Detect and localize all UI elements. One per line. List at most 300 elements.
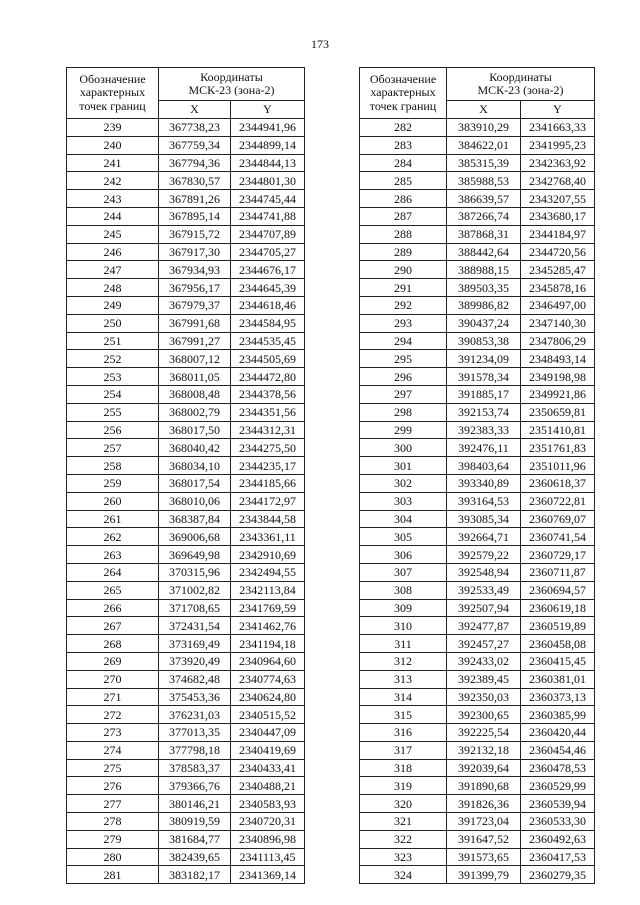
x-coordinate-cell: 390853,38 xyxy=(447,332,521,350)
table-row xyxy=(360,190,595,208)
table-row xyxy=(360,617,595,635)
x-coordinate-cell: 367934,93 xyxy=(159,261,231,279)
x-coordinate-cell: 373169,49 xyxy=(159,635,231,653)
point-number-cell: 266 xyxy=(67,599,159,617)
x-coordinate-cell: 376231,03 xyxy=(159,706,231,724)
point-number-cell: 241 xyxy=(67,154,159,172)
point-number-cell: 316 xyxy=(360,724,447,742)
table-row xyxy=(67,368,305,386)
x-coordinate-cell: 391890,68 xyxy=(447,777,521,795)
y-coordinate-cell: 2360415,45 xyxy=(521,652,595,670)
table-row xyxy=(67,172,305,190)
table-row xyxy=(67,581,305,599)
table-row xyxy=(67,225,305,243)
point-number-cell: 246 xyxy=(67,243,159,261)
table-row xyxy=(67,190,305,208)
point-number-cell: 299 xyxy=(360,421,447,439)
point-number-cell: 317 xyxy=(360,741,447,759)
table-row xyxy=(360,403,595,421)
table-row xyxy=(360,759,595,777)
point-number-cell: 268 xyxy=(67,635,159,653)
table-row xyxy=(67,385,305,403)
point-number-cell: 257 xyxy=(67,439,159,457)
y-coordinate-cell: 2340488,21 xyxy=(231,777,305,795)
point-number-cell: 260 xyxy=(67,492,159,510)
y-coordinate-cell: 2360420,44 xyxy=(521,724,595,742)
y-coordinate-cell: 2360492,63 xyxy=(521,830,595,848)
point-number-cell: 245 xyxy=(67,225,159,243)
table-body-right xyxy=(360,119,595,884)
y-coordinate-cell: 2344618,46 xyxy=(231,296,305,314)
table-row xyxy=(67,528,305,546)
x-coordinate-cell: 377013,35 xyxy=(159,724,231,742)
y-header: Y xyxy=(231,101,305,119)
point-number-cell: 309 xyxy=(360,599,447,617)
y-coordinate-cell: 2360741,54 xyxy=(521,528,595,546)
table-row xyxy=(360,136,595,154)
x-coordinate-cell: 367956,17 xyxy=(159,279,231,297)
table-row xyxy=(67,332,305,350)
table-row xyxy=(360,581,595,599)
x-coordinate-cell: 368002,79 xyxy=(159,403,231,421)
y-coordinate-cell: 2345878,16 xyxy=(521,279,595,297)
table-row xyxy=(67,119,305,137)
y-coordinate-cell: 2347140,30 xyxy=(521,314,595,332)
y-coordinate-cell: 2344472,80 xyxy=(231,368,305,386)
y-coordinate-cell: 2344172,97 xyxy=(231,492,305,510)
point-number-cell: 267 xyxy=(67,617,159,635)
y-coordinate-cell: 2360279,35 xyxy=(521,866,595,884)
x-coordinate-cell: 391723,04 xyxy=(447,813,521,831)
x-coordinate-cell: 368017,54 xyxy=(159,474,231,492)
table-row xyxy=(67,510,305,528)
x-coordinate-cell: 386639,57 xyxy=(447,190,521,208)
x-coordinate-cell: 368017,50 xyxy=(159,421,231,439)
x-coordinate-cell: 393340,89 xyxy=(447,474,521,492)
y-coordinate-cell: 2344184,97 xyxy=(521,225,595,243)
x-coordinate-cell: 380146,21 xyxy=(159,795,231,813)
x-coordinate-cell: 369006,68 xyxy=(159,528,231,546)
y-coordinate-cell: 2342113,84 xyxy=(231,581,305,599)
y-coordinate-cell: 2340964,60 xyxy=(231,652,305,670)
x-coordinate-cell: 392476,11 xyxy=(447,439,521,457)
y-coordinate-cell: 2344707,89 xyxy=(231,225,305,243)
x-coordinate-cell: 391885,17 xyxy=(447,385,521,403)
table-row xyxy=(360,830,595,848)
table-row xyxy=(360,706,595,724)
point-number-cell: 277 xyxy=(67,795,159,813)
y-coordinate-cell: 2340583,93 xyxy=(231,795,305,813)
point-number-cell: 258 xyxy=(67,457,159,475)
point-number-cell: 239 xyxy=(67,119,159,137)
y-coordinate-cell: 2351761,83 xyxy=(521,439,595,457)
y-coordinate-cell: 2347806,29 xyxy=(521,332,595,350)
point-number-cell: 296 xyxy=(360,368,447,386)
y-coordinate-cell: 2360539,94 xyxy=(521,795,595,813)
table-row xyxy=(360,172,595,190)
table-row xyxy=(360,439,595,457)
table-row xyxy=(67,563,305,581)
y-coordinate-cell: 2344741,88 xyxy=(231,207,305,225)
coordinates-table-left xyxy=(66,67,305,884)
table-row xyxy=(67,439,305,457)
table-row xyxy=(360,119,595,137)
table-row xyxy=(67,599,305,617)
x-coordinate-cell: 368040,42 xyxy=(159,439,231,457)
x-coordinate-cell: 377798,18 xyxy=(159,741,231,759)
table-row xyxy=(360,563,595,581)
point-number-cell: 283 xyxy=(360,136,447,154)
x-coordinate-cell: 391826,36 xyxy=(447,795,521,813)
y-coordinate-cell: 2360385,99 xyxy=(521,706,595,724)
table-row xyxy=(67,207,305,225)
x-coordinate-cell: 390437,24 xyxy=(447,314,521,332)
x-coordinate-cell: 393164,53 xyxy=(447,492,521,510)
y-coordinate-cell: 2344705,27 xyxy=(231,243,305,261)
x-coordinate-cell: 378583,37 xyxy=(159,759,231,777)
x-header: X xyxy=(159,101,231,119)
x-coordinate-cell: 385988,53 xyxy=(447,172,521,190)
y-coordinate-cell: 2351410,81 xyxy=(521,421,595,439)
point-number-cell: 310 xyxy=(360,617,447,635)
table-row xyxy=(67,724,305,742)
x-coordinate-cell: 382439,65 xyxy=(159,848,231,866)
table-row xyxy=(360,368,595,386)
x-coordinate-cell: 367917,30 xyxy=(159,243,231,261)
x-coordinate-cell: 391399,79 xyxy=(447,866,521,884)
y-coordinate-cell: 2360373,13 xyxy=(521,688,595,706)
table-row xyxy=(67,635,305,653)
y-coordinate-cell: 2340433,41 xyxy=(231,759,305,777)
y-coordinate-cell: 2344801,30 xyxy=(231,172,305,190)
x-coordinate-cell: 392664,71 xyxy=(447,528,521,546)
x-coordinate-cell: 367794,36 xyxy=(159,154,231,172)
table-row xyxy=(67,421,305,439)
table-row xyxy=(67,279,305,297)
x-coordinate-cell: 389986,82 xyxy=(447,296,521,314)
x-coordinate-cell: 392579,22 xyxy=(447,546,521,564)
table-row xyxy=(67,848,305,866)
point-number-cell: 281 xyxy=(67,866,159,884)
x-coordinate-cell: 392300,65 xyxy=(447,706,521,724)
point-number-cell: 292 xyxy=(360,296,447,314)
point-number-cell: 284 xyxy=(360,154,447,172)
point-number-cell: 273 xyxy=(67,724,159,742)
x-coordinate-cell: 392153,74 xyxy=(447,403,521,421)
table-row xyxy=(360,741,595,759)
point-number-cell: 278 xyxy=(67,813,159,831)
x-coordinate-cell: 383910,29 xyxy=(447,119,521,137)
table-row xyxy=(67,457,305,475)
point-label-header: Обозначение характерных точек границ xyxy=(67,68,159,119)
x-coordinate-cell: 368011,05 xyxy=(159,368,231,386)
y-coordinate-cell: 2360722,81 xyxy=(521,492,595,510)
x-coordinate-cell: 384622,01 xyxy=(447,136,521,154)
point-number-cell: 240 xyxy=(67,136,159,154)
table-row xyxy=(67,243,305,261)
table-row xyxy=(360,724,595,742)
point-number-cell: 323 xyxy=(360,848,447,866)
point-number-cell: 282 xyxy=(360,119,447,137)
point-number-cell: 315 xyxy=(360,706,447,724)
y-coordinate-cell: 2342768,40 xyxy=(521,172,595,190)
y-coordinate-cell: 2349198,98 xyxy=(521,368,595,386)
table-row xyxy=(67,492,305,510)
y-coordinate-cell: 2360694,57 xyxy=(521,581,595,599)
table-row xyxy=(67,350,305,368)
x-coordinate-cell: 374682,48 xyxy=(159,670,231,688)
x-coordinate-cell: 375453,36 xyxy=(159,688,231,706)
point-number-cell: 253 xyxy=(67,368,159,386)
point-number-cell: 324 xyxy=(360,866,447,884)
x-coordinate-cell: 392433,02 xyxy=(447,652,521,670)
y-coordinate-cell: 2360618,37 xyxy=(521,474,595,492)
x-coordinate-cell: 367991,68 xyxy=(159,314,231,332)
x-coordinate-cell: 392350,03 xyxy=(447,688,521,706)
y-coordinate-cell: 2344378,56 xyxy=(231,385,305,403)
point-number-cell: 297 xyxy=(360,385,447,403)
x-coordinate-cell: 383182,17 xyxy=(159,866,231,884)
x-coordinate-cell: 391578,34 xyxy=(447,368,521,386)
x-coordinate-cell: 368007,12 xyxy=(159,350,231,368)
x-coordinate-cell: 392389,45 xyxy=(447,670,521,688)
y-coordinate-cell: 2344645,39 xyxy=(231,279,305,297)
table-row xyxy=(67,670,305,688)
y-coordinate-cell: 2344584,95 xyxy=(231,314,305,332)
y-coordinate-cell: 2360711,87 xyxy=(521,563,595,581)
point-number-cell: 276 xyxy=(67,777,159,795)
point-number-cell: 303 xyxy=(360,492,447,510)
x-coordinate-cell: 367738,23 xyxy=(159,119,231,137)
table-row xyxy=(360,421,595,439)
y-coordinate-cell: 2351011,96 xyxy=(521,457,595,475)
table-row xyxy=(67,830,305,848)
point-number-cell: 301 xyxy=(360,457,447,475)
table-row xyxy=(360,225,595,243)
y-coordinate-cell: 2344235,17 xyxy=(231,457,305,475)
point-number-cell: 300 xyxy=(360,439,447,457)
point-number-cell: 286 xyxy=(360,190,447,208)
coords-header: Координаты МСК-23 (зона-2) xyxy=(447,68,595,101)
x-coordinate-cell: 381684,77 xyxy=(159,830,231,848)
point-number-cell: 275 xyxy=(67,759,159,777)
point-number-cell: 302 xyxy=(360,474,447,492)
x-coordinate-cell: 368387,84 xyxy=(159,510,231,528)
point-number-cell: 261 xyxy=(67,510,159,528)
x-coordinate-cell: 388988,15 xyxy=(447,261,521,279)
table-row xyxy=(360,635,595,653)
y-coordinate-cell: 2346497,00 xyxy=(521,296,595,314)
point-number-cell: 318 xyxy=(360,759,447,777)
table-row xyxy=(360,492,595,510)
point-number-cell: 249 xyxy=(67,296,159,314)
x-coordinate-cell: 392507,94 xyxy=(447,599,521,617)
y-coordinate-cell: 2344676,17 xyxy=(231,261,305,279)
x-coordinate-cell: 370315,96 xyxy=(159,563,231,581)
point-number-cell: 295 xyxy=(360,350,447,368)
x-coordinate-cell: 380919,59 xyxy=(159,813,231,831)
y-coordinate-cell: 2341369,14 xyxy=(231,866,305,884)
x-coordinate-cell: 387266,74 xyxy=(447,207,521,225)
point-number-cell: 272 xyxy=(67,706,159,724)
x-coordinate-cell: 392533,49 xyxy=(447,581,521,599)
point-number-cell: 307 xyxy=(360,563,447,581)
y-coordinate-cell: 2349921,86 xyxy=(521,385,595,403)
y-coordinate-cell: 2345285,47 xyxy=(521,261,595,279)
table-row xyxy=(67,403,305,421)
x-header: X xyxy=(447,101,521,119)
point-number-cell: 243 xyxy=(67,190,159,208)
table-row xyxy=(360,670,595,688)
point-number-cell: 242 xyxy=(67,172,159,190)
table-row xyxy=(67,813,305,831)
table-row xyxy=(360,154,595,172)
y-coordinate-cell: 2343361,11 xyxy=(231,528,305,546)
x-coordinate-cell: 393085,34 xyxy=(447,510,521,528)
point-number-cell: 265 xyxy=(67,581,159,599)
point-number-cell: 280 xyxy=(67,848,159,866)
table-row xyxy=(67,652,305,670)
point-number-cell: 304 xyxy=(360,510,447,528)
point-number-cell: 288 xyxy=(360,225,447,243)
point-number-cell: 285 xyxy=(360,172,447,190)
y-coordinate-cell: 2340515,52 xyxy=(231,706,305,724)
point-number-cell: 255 xyxy=(67,403,159,421)
y-coordinate-cell: 2360533,30 xyxy=(521,813,595,831)
y-coordinate-cell: 2344351,56 xyxy=(231,403,305,421)
y-coordinate-cell: 2340774,63 xyxy=(231,670,305,688)
point-number-cell: 298 xyxy=(360,403,447,421)
point-number-cell: 270 xyxy=(67,670,159,688)
point-number-cell: 252 xyxy=(67,350,159,368)
x-coordinate-cell: 368034,10 xyxy=(159,457,231,475)
table-row xyxy=(67,136,305,154)
page-number: 173 xyxy=(311,37,329,51)
x-coordinate-cell: 391573,65 xyxy=(447,848,521,866)
point-label-header: Обозначение характерных точек границ xyxy=(360,68,447,119)
point-number-cell: 319 xyxy=(360,777,447,795)
table-row xyxy=(67,759,305,777)
x-coordinate-cell: 392477,87 xyxy=(447,617,521,635)
x-coordinate-cell: 367991,27 xyxy=(159,332,231,350)
point-number-cell: 279 xyxy=(67,830,159,848)
x-coordinate-cell: 398403,64 xyxy=(447,457,521,475)
table-row xyxy=(360,350,595,368)
table-row xyxy=(360,332,595,350)
point-number-cell: 259 xyxy=(67,474,159,492)
y-coordinate-cell: 2340419,69 xyxy=(231,741,305,759)
table-row xyxy=(360,848,595,866)
x-coordinate-cell: 368008,48 xyxy=(159,385,231,403)
table-row xyxy=(67,866,305,884)
x-coordinate-cell: 391647,52 xyxy=(447,830,521,848)
x-coordinate-cell: 367915,72 xyxy=(159,225,231,243)
point-number-cell: 247 xyxy=(67,261,159,279)
table-row xyxy=(67,474,305,492)
x-coordinate-cell: 385315,39 xyxy=(447,154,521,172)
table-row xyxy=(360,599,595,617)
y-coordinate-cell: 2344899,14 xyxy=(231,136,305,154)
table-row xyxy=(67,154,305,172)
table-row xyxy=(67,795,305,813)
y-coordinate-cell: 2344275,50 xyxy=(231,439,305,457)
table-row xyxy=(360,688,595,706)
table-row xyxy=(360,279,595,297)
table-row xyxy=(67,741,305,759)
y-coordinate-cell: 2344720,56 xyxy=(521,243,595,261)
table-row xyxy=(360,474,595,492)
point-number-cell: 313 xyxy=(360,670,447,688)
y-coordinate-cell: 2341113,45 xyxy=(231,848,305,866)
x-coordinate-cell: 392039,64 xyxy=(447,759,521,777)
y-coordinate-cell: 2360619,18 xyxy=(521,599,595,617)
y-coordinate-cell: 2360478,53 xyxy=(521,759,595,777)
point-number-cell: 250 xyxy=(67,314,159,332)
x-coordinate-cell: 371002,82 xyxy=(159,581,231,599)
x-coordinate-cell: 368010,06 xyxy=(159,492,231,510)
table-row xyxy=(360,457,595,475)
table-row xyxy=(360,243,595,261)
y-coordinate-cell: 2348493,14 xyxy=(521,350,595,368)
table-row xyxy=(67,546,305,564)
point-number-cell: 322 xyxy=(360,830,447,848)
table-row xyxy=(360,546,595,564)
table-body-left xyxy=(67,119,305,884)
y-coordinate-cell: 2341663,33 xyxy=(521,119,595,137)
table-row xyxy=(67,617,305,635)
y-coordinate-cell: 2344535,45 xyxy=(231,332,305,350)
y-coordinate-cell: 2360417,53 xyxy=(521,848,595,866)
table-row xyxy=(67,777,305,795)
table-row xyxy=(360,510,595,528)
x-coordinate-cell: 392225,54 xyxy=(447,724,521,742)
point-number-cell: 314 xyxy=(360,688,447,706)
x-coordinate-cell: 371708,65 xyxy=(159,599,231,617)
table-row xyxy=(67,296,305,314)
table-row xyxy=(67,261,305,279)
y-coordinate-cell: 2341769,59 xyxy=(231,599,305,617)
x-coordinate-cell: 379366,76 xyxy=(159,777,231,795)
point-number-cell: 264 xyxy=(67,563,159,581)
table-row xyxy=(360,795,595,813)
table-row xyxy=(360,777,595,795)
x-coordinate-cell: 387868,31 xyxy=(447,225,521,243)
coords-header: Координаты МСК-23 (зона-2) xyxy=(159,68,305,101)
point-number-cell: 291 xyxy=(360,279,447,297)
x-coordinate-cell: 367830,57 xyxy=(159,172,231,190)
y-coordinate-cell: 2340896,98 xyxy=(231,830,305,848)
table-row xyxy=(360,866,595,884)
y-coordinate-cell: 2342494,55 xyxy=(231,563,305,581)
y-coordinate-cell: 2343680,17 xyxy=(521,207,595,225)
x-coordinate-cell: 367895,14 xyxy=(159,207,231,225)
x-coordinate-cell: 391234,09 xyxy=(447,350,521,368)
point-number-cell: 306 xyxy=(360,546,447,564)
y-coordinate-cell: 2344312,31 xyxy=(231,421,305,439)
y-coordinate-cell: 2344745,44 xyxy=(231,190,305,208)
y-coordinate-cell: 2344505,69 xyxy=(231,350,305,368)
table-row xyxy=(360,314,595,332)
y-coordinate-cell: 2360381,01 xyxy=(521,670,595,688)
y-coordinate-cell: 2341995,23 xyxy=(521,136,595,154)
y-coordinate-cell: 2360458,08 xyxy=(521,635,595,653)
coordinates-table-right xyxy=(359,67,595,884)
point-number-cell: 305 xyxy=(360,528,447,546)
x-coordinate-cell: 392548,94 xyxy=(447,563,521,581)
point-number-cell: 293 xyxy=(360,314,447,332)
point-number-cell: 311 xyxy=(360,635,447,653)
point-number-cell: 290 xyxy=(360,261,447,279)
